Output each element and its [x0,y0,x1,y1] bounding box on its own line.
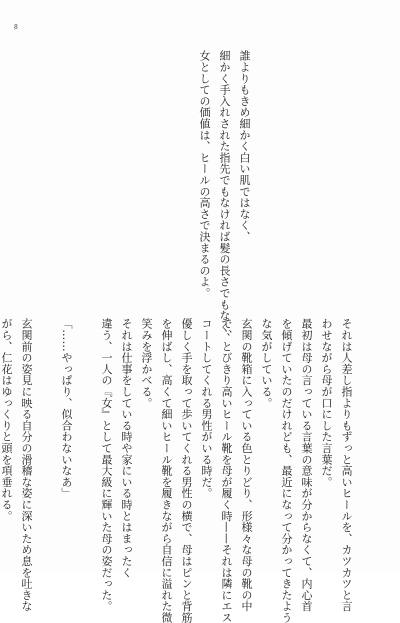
body-line: がら、仁花はゆっくりと頭を項垂れる。 [0,318,13,522]
body-line: 最初は母の言っている言葉の意味が分からなくて、内心首 [300,318,313,612]
body-line: 違う、一人の『女』として最大級に輝いた母の姿だった。 [100,318,113,612]
page-number: 8 [14,24,18,31]
epigraph-block [194,50,254,344]
blank-line [36,318,56,548]
body-line: 玄関の靴箱に入っている色とりどり、形様々な母の靴の中 [240,318,253,612]
body-line: それは仕事をしている時や家にいる時とはまったく [120,318,133,578]
dialogue-line: 「……やっぱり、似合わないなあ」 [60,318,73,499]
body-line: を傾げていたのだけれども、最近になって分かってきたよう [280,318,293,623]
body-line: 笑みを浮かべる。 [140,318,153,409]
body-line: 玄関前の姿見に映る自分の滑稽な姿に深いため息を吐きな [20,318,33,612]
body-line: それは人差し指よりもずっと高いヒールを、カツカツと言 [340,318,353,612]
body-line: 優しく手を取って歩いてくれる男性の横で、母はピンと背筋 [180,318,193,623]
body-line: コートしてくれる男性がいる時だ。 [200,318,213,499]
blank-line [76,318,96,548]
epigraph-line: 女としての価値は、ヒールの高さで決まるのよ。 [198,50,211,299]
body-line: を伸ばし、高くて細いヒール靴を履きながら自信に溢れた微 [160,318,173,623]
body-line: で、とびきり高いヒール靴を母が履く時——それは隣にエス [220,318,233,623]
epigraph-line: 誰よりもきめ細かく白い肌ではなく、 [238,50,251,243]
body-line: な気がしている。 [260,318,273,409]
body-text-block [0,318,356,623]
epigraph-line: 細かく手入れされた指先でもなければ髪の長さでもなく、 [218,50,231,344]
body-line: わせながら母が口にした言葉だ。 [320,318,333,488]
